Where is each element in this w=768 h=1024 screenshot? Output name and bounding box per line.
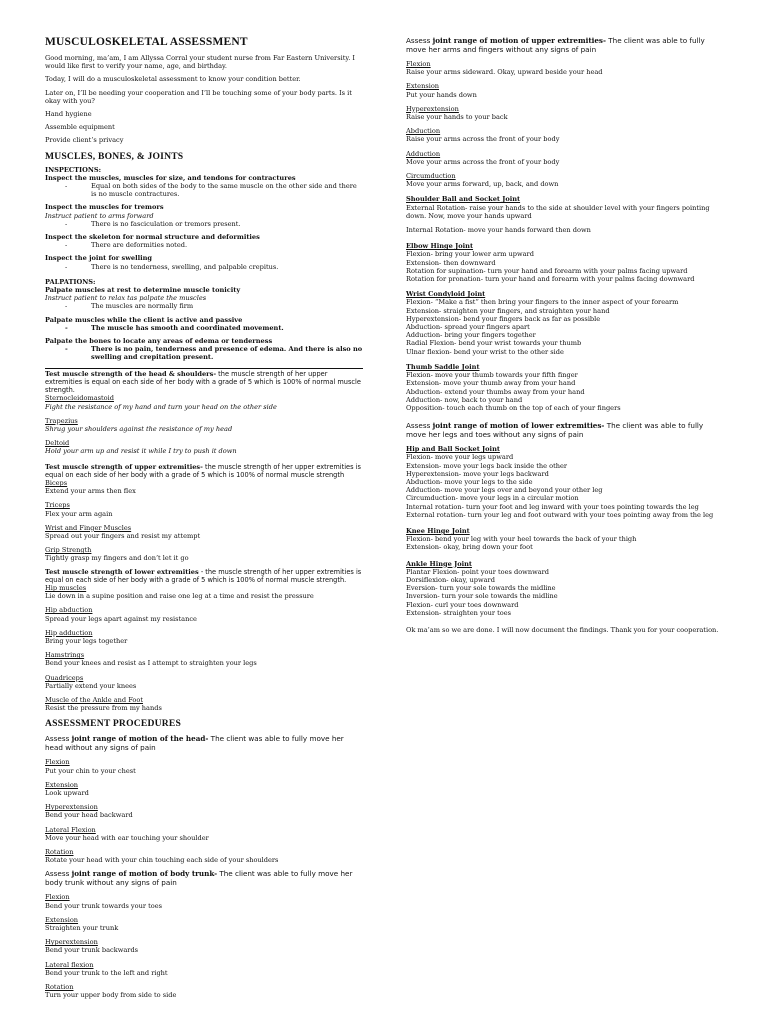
intro-assemble-equipment: Assemble equipment bbox=[45, 123, 115, 132]
hip-joint-block: Hip and Ball Socket Joint Flexion- move your legs upward Extension- move your legs back inside the other Hyperextension- move your legs backward Abduction- move your legs to the side Adduction- move your legs over and beyond your other leg Circumduction- move your legs in a circular motion Internal rotation- turn your foot and leg inward with your toes pointing towards the leg External rotation- turn your leg and foot outward with your toes pointing away from the leg bbox=[406, 445, 714, 519]
test-item: Grip Strength Tightly grasp my fingers and don’t let it go bbox=[45, 546, 189, 563]
inspections-label: INSPECTIONS: bbox=[45, 165, 102, 174]
palpations-label: PALPATIONS: bbox=[45, 277, 96, 286]
intro-purpose: Today, I will do a musculoskeletal assessment to know your condition better. bbox=[45, 75, 301, 84]
test-item: Hip muscles Lie down in a supine position and raise one leg at a time and resist the pressure bbox=[45, 583, 314, 601]
inspection-finding: - There are deformities noted. bbox=[65, 241, 188, 250]
motion-item: Extension Put your hands down bbox=[406, 82, 477, 99]
motion-item: Flexion Put your chin to your chest bbox=[45, 758, 136, 775]
palpation-item bbox=[45, 286, 363, 311]
test-item: Hamstrings Bend your knees and resist as I attempt to straighten your legs bbox=[45, 651, 257, 668]
motion-item: Flexion Raise your arms sideward. Okay, upward beside your head bbox=[406, 60, 603, 77]
motion-item: Extension Straighten your trunk bbox=[45, 915, 119, 933]
test-item: Biceps Extend your arms then flex bbox=[45, 478, 136, 496]
wrist-joint-block: Wrist Condyloid Joint Flexion- “Make a fist” then bring your fingers to the inner aspect of your forearm Extension- straighten your fingers, and straighten your hand Hyperextension- bend your fingers back as far as possible Abduction- spread your fingers apart Adduction- bring your fingers together Radial Flexion- bend your wrist towards your thumb Ulnar flexion- bend your wrist to the other side bbox=[406, 290, 679, 356]
intro-privacy: Provide client’s privacy bbox=[45, 136, 124, 145]
knee-joint-block: Knee Hinge Joint Flexion- bend your leg with your heel towards the back of your thigh Extension- okay, bring down your foot bbox=[406, 526, 637, 552]
ankle-joint-block: Ankle Hinge Joint Plantar Flexion- point your toes downward Dorsiflexion- okay, upward Eversion- turn your sole towards the midline Inversion- turn your sole towards the midline Flexion- curl your toes downward Extension- straighten your toes bbox=[406, 559, 558, 617]
intro-greeting: Good morning, ma’am, I am Allyssa Corral your student nurse from Far Eastern University. I would like first to verify your name, age, and birthday. bbox=[45, 54, 355, 71]
motion-item: Adduction Move your arms across the front of your body bbox=[406, 149, 560, 166]
inspection-item bbox=[45, 203, 363, 228]
test-item: Triceps Flex your arm again bbox=[45, 501, 113, 518]
divider-line bbox=[45, 368, 363, 369]
palpation-head: Palpate muscles at rest to determine muscle tonicity bbox=[45, 286, 241, 295]
palpation-finding: - The muscles are normally firm bbox=[65, 302, 194, 311]
left-column bbox=[45, 36, 363, 1004]
motion-item: Lateral flexion Bend your trunk to the left and right bbox=[45, 960, 168, 977]
muscles-bones-joints-heading: MUSCLES, BONES, & JOINTS bbox=[45, 150, 184, 162]
palpation-finding: - The muscle has smooth and coordinated movement. bbox=[65, 323, 284, 332]
palpation-note: Instruct patient to relax tas palpate the muscles bbox=[45, 294, 207, 303]
closing-statement: Ok ma’am so we are done. I will now document the findings. Thank you for your cooperation. bbox=[406, 625, 719, 634]
motion-item: Extension Look upward bbox=[45, 780, 89, 797]
inspection-head: Inspect the skeleton for normal structure and deformities bbox=[45, 233, 260, 242]
rom-upper-heading: Assess joint range of motion of upper extremities- The client was able to fully move her arms and fingers without any signs of pain bbox=[406, 36, 705, 54]
motion-item: Rotation Rotate your head with your chin touching each side of your shoulders bbox=[45, 848, 279, 865]
inspection-item bbox=[45, 174, 363, 199]
palpation-head: Palpate muscles while the client is active and passive bbox=[45, 315, 243, 324]
test-item: Trapezius Shrug your shoulders against the resistance of my head bbox=[45, 416, 233, 433]
elbow-joint-block: Elbow Hinge Joint Flexion- bring your lower arm upward Extension- then downward Rotation for supination- turn your hand and forearm with your palms facing upward Rotation for pronation- turn your hand and forearm with your palms facing downward bbox=[406, 242, 695, 284]
document-title: MUSCULOSKELETAL ASSESSMENT bbox=[45, 36, 248, 48]
palpation-item bbox=[45, 337, 363, 362]
inspection-head: Inspect the muscles for tremors bbox=[45, 203, 164, 212]
motion-item: Hyperextension Raise your hands to your back bbox=[406, 104, 508, 122]
test-item: Wrist and Finger Muscles Spread out your fingers and resist my attempt bbox=[45, 523, 201, 540]
assessment-procedures-heading: ASSESSMENT PROCEDURES bbox=[45, 718, 181, 730]
rom-lower-heading: Assess joint range of motion of lower extremities- The client was able to fully move her legs and toes without any signs of pain bbox=[406, 421, 704, 440]
intro-consent: Later on, I’ll be needing your cooperation and I’ll be touching some of your body parts. Is it okay with you? bbox=[45, 88, 352, 105]
strength-lower-extremities: Test muscle strength of lower extremities - the muscle strength of her upper extremities is equal on each side of her body with a grade of 5 which is 100% of normal muscle strength. bbox=[45, 567, 362, 584]
inspection-head: Inspect the joint for swelling bbox=[45, 254, 153, 263]
test-item: Hip adduction Bring your legs together bbox=[45, 628, 128, 645]
right-column bbox=[406, 36, 722, 639]
motion-item: Abduction Raise your arms across the front of your body bbox=[406, 127, 560, 144]
inspection-note: Instruct patient to arms forward bbox=[45, 211, 154, 220]
rom-trunk-heading: Assess joint range of motion of body trunk- The client was able to fully move her body trunk without any signs of pain bbox=[45, 869, 353, 888]
palpation-item bbox=[45, 316, 363, 332]
motion-item: Hyperextension Bend your head backward bbox=[45, 803, 133, 820]
palpation-head: Palpate the bones to locate any areas of edema or tenderness bbox=[45, 337, 273, 346]
inspection-finding: - There is no fasciculation or tremors present. bbox=[65, 219, 241, 228]
thumb-joint-block: Thumb Saddle Joint Flexion- move your thumb towards your fifth finger Extension- move your thumb away from your hand Abduction- extend your thumbs away from your hand Adduction- now, back to your hand Opposition- touch each thumb on the top of each of your fingers bbox=[406, 362, 621, 412]
motion-item: Hyperextension Bend your trunk backwards bbox=[45, 938, 139, 955]
motion-item: Lateral Flexion Move your head with ear touching your shoulder bbox=[45, 825, 209, 842]
test-item: Sternocleidomastoid Fight the resistance of my hand and turn your head on the other side bbox=[45, 394, 277, 411]
inspection-finding: - Equal on both sides of the body to the same muscle on the other side and there is no muscle contractures. bbox=[65, 182, 357, 199]
palpation-finding: - There is no pain, tenderness and presence of edema. And there is also no swelling and crepitation present. bbox=[65, 345, 363, 362]
motion-item: Rotation Turn your upper body from side to side bbox=[45, 983, 177, 1000]
inspection-head: Inspect the muscles, muscles for size, and tendons for contractures bbox=[45, 173, 296, 182]
motion-item: Flexion Bend your trunk towards your toes bbox=[45, 893, 163, 910]
test-item: Hip abduction Spread your legs apart against my resistance bbox=[45, 606, 197, 623]
inspection-item bbox=[45, 254, 363, 270]
shoulder-joint-block: Shoulder Ball and Socket Joint External Rotation- raise your hands to the side at shoulder level with your fingers pointing down. Now, move your hands upward Internal Rotation- move your hands forward then down bbox=[406, 195, 710, 235]
intro-hand-hygiene: Hand hygiene bbox=[45, 110, 92, 119]
test-item: Quadriceps Partially extend your knees bbox=[45, 673, 137, 690]
test-item: Muscle of the Ankle and Foot Resist the pressure from my hands bbox=[45, 695, 162, 713]
strength-head-shoulders: Test muscle strength of the head & shoulders- the muscle strength of her upper extremities is equal on each side of her body with a grade of 5 which is 100% of normal muscle strength. bbox=[45, 369, 361, 395]
inspection-item bbox=[45, 233, 363, 249]
inspection-finding: - There is no tenderness, swelling, and palpable crepitus. bbox=[65, 262, 279, 271]
strength-upper-extremities: Test muscle strength of upper extremities- the muscle strength of her upper extremities is equal on each side of her body with a grade of 5 which is 100% of normal muscle strength bbox=[45, 462, 361, 479]
test-item: Deltoid Hold your arm up and resist it while I try to push it down bbox=[45, 439, 237, 456]
rom-head-heading: Assess joint range of motion of the head- The client was able to fully move her head without any signs of pain bbox=[45, 734, 344, 753]
motion-item: Circumduction Move your arms forward, up, back, and down bbox=[406, 172, 559, 189]
